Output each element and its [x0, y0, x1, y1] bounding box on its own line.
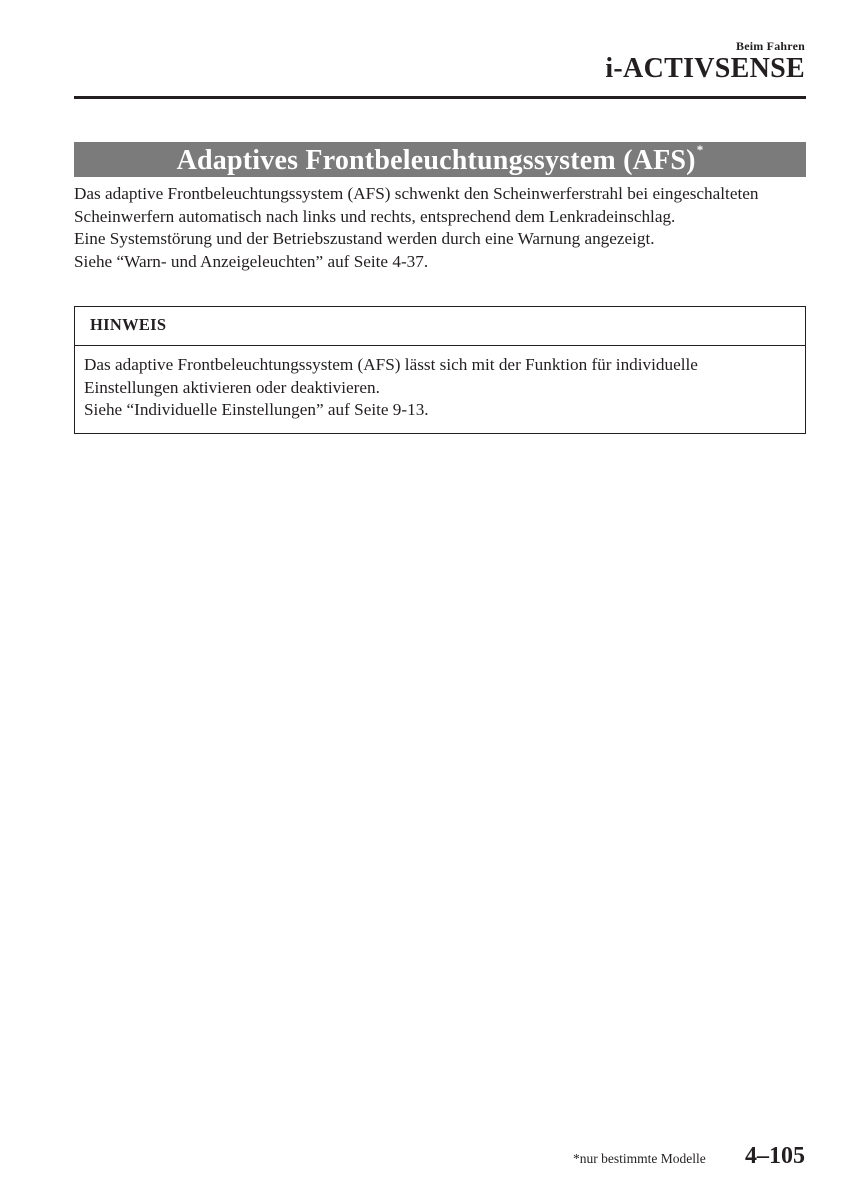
note-paragraph: Das adaptive Frontbeleuchtungssystem (AFS) lässt sich mit der Funktion für individuelle Einstellungen aktivieren oder deaktivieren. — [84, 355, 698, 397]
note-box — [74, 306, 806, 434]
body-paragraph: Eine Systemstörung und der Betriebszustand werden durch eine Warnung angezeigt. — [74, 229, 655, 249]
note-paragraph: Siehe “Individuelle Einstellungen” auf Seite 9-13. — [84, 400, 429, 420]
section-title-text: Adaptives Frontbeleuchtungssystem (AFS) — [176, 144, 696, 176]
section-header: Beim Fahren — [736, 39, 805, 53]
body-paragraph: Das adaptive Frontbeleuchtungssystem (AFS) schwenkt den Scheinwerferstrahl bei eingeschalteten Scheinwerfern automatisch nach links und rechts, entsprechend dem Lenkradeinschlag. — [74, 184, 759, 226]
body-text — [74, 183, 806, 273]
chapter-title: i-ACTIVSENSE — [605, 53, 805, 84]
page-number: 4–105 — [745, 1143, 805, 1169]
note-heading: HINWEIS — [90, 315, 167, 334]
section-title-bar — [74, 142, 806, 177]
note-divider — [75, 345, 805, 346]
footnote: *nur bestimmte Modelle — [573, 1151, 706, 1166]
title-footnote-marker: * — [696, 142, 704, 158]
note-body — [84, 354, 795, 422]
header-divider — [74, 96, 806, 99]
body-paragraph: Siehe “Warn- und Anzeigeleuchten” auf Seite 4-37. — [74, 251, 429, 271]
section-title — [176, 142, 704, 177]
